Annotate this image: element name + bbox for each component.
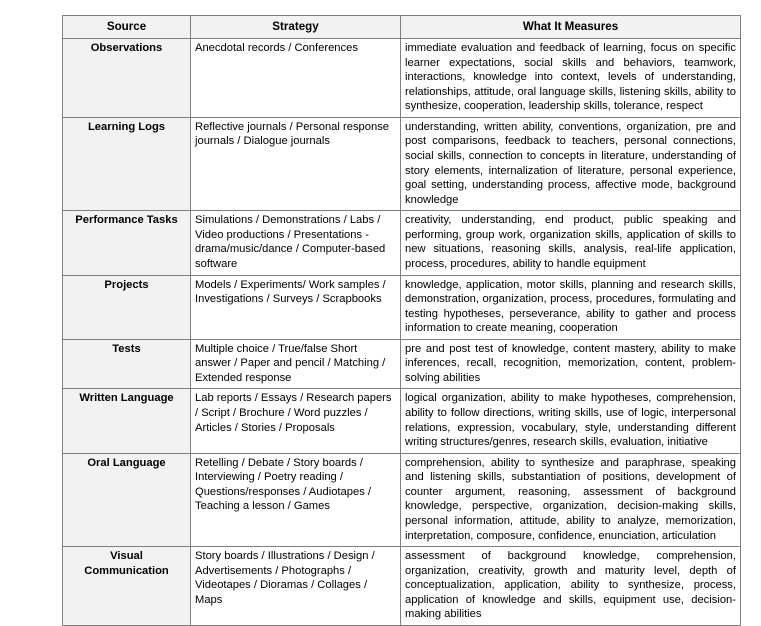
cell-measures: knowledge, application, motor skills, planning and research skills, demonstration, organization, process, procedures, formulating and testing hypotheses, perseverance, ability to gather and process information to create meaning, cooperation <box>401 275 741 339</box>
cell-source: Oral Language <box>63 453 191 546</box>
table-row <box>63 117 741 210</box>
cell-source: Projects <box>63 275 191 339</box>
cell-strategy: Story boards / Illustrations / Design / Advertisements / Photographs / Videotapes / Dioramas / Collages / Maps <box>191 547 401 626</box>
cell-strategy: Multiple choice / True/false Short answer / Paper and pencil / Matching / Extended response <box>191 339 401 389</box>
table-row <box>63 389 741 453</box>
cell-measures: logical organization, ability to make hypotheses, comprehension, ability to follow directions, writing skills, use of logic, interpersonal relations, expression, vocabulary, style, understanding different writing structures/genres, research skills, evaluation, initiative <box>401 389 741 453</box>
cell-strategy: Retelling / Debate / Story boards / Interviewing / Poetry reading / Questions/responses / Audiotapes / Teaching a lesson / Games <box>191 453 401 546</box>
table-row <box>63 339 741 389</box>
cell-strategy: Models / Experiments/ Work samples / Investigations / Surveys / Scrapbooks <box>191 275 401 339</box>
table-header <box>63 16 741 39</box>
table-row <box>63 547 741 626</box>
cell-source: Visual Communication <box>63 547 191 626</box>
assessment-strategies-table <box>62 15 741 626</box>
cell-source: Tests <box>63 339 191 389</box>
column-header-measures: What It Measures <box>401 16 741 39</box>
table-body <box>63 39 741 626</box>
column-header-source: Source <box>63 16 191 39</box>
header-row <box>63 16 741 39</box>
column-header-strategy: Strategy <box>191 16 401 39</box>
cell-strategy: Simulations / Demonstrations / Labs / Video productions / Presentations - drama/music/dance / Computer-based software <box>191 211 401 275</box>
cell-strategy: Anecdotal records / Conferences <box>191 39 401 118</box>
cell-measures: immediate evaluation and feedback of learning, focus on specific learner expectations, social skills and behaviors, teamwork, interactions, knowledge into context, levels of understanding, relationships, attitude, oral language skills, listening skills, ability to synthesize, cooperation, leadership skills, tolerance, respect <box>401 39 741 118</box>
cell-source: Written Language <box>63 389 191 453</box>
cell-source: Observations <box>63 39 191 118</box>
cell-measures: assessment of background knowledge, comprehension, organization, creativity, growth and maturity level, depth of conceptualization, application, ability to synthesize, process, application of knowledge and skills, equipment use, decision-making abilities <box>401 547 741 626</box>
cell-source: Performance Tasks <box>63 211 191 275</box>
table-row <box>63 211 741 275</box>
cell-source: Learning Logs <box>63 117 191 210</box>
cell-measures: understanding, written ability, conventions, organization, pre and post comparisons, feedback to teachers, personal connections, social skills, connection to concepts in literature, understanding of story elements, internalization of literature, personal experience, goal setting, understanding process, affective mode, background knowledge <box>401 117 741 210</box>
cell-measures: pre and post test of knowledge, content mastery, ability to make inferences, recall, recognition, memorization, content, problem-solving abilities <box>401 339 741 389</box>
table-row <box>63 275 741 339</box>
table-row <box>63 39 741 118</box>
cell-measures: creativity, understanding, end product, public speaking and performing, group work, organization skills, application of skills to new situations, reasoning skills, analysis, real-life application, process, procedures, ability to handle equipment <box>401 211 741 275</box>
cell-strategy: Lab reports / Essays / Research papers / Script / Brochure / Word puzzles / Articles / Stories / Proposals <box>191 389 401 453</box>
cell-measures: comprehension, ability to synthesize and paraphrase, speaking and listening skills, substantiation of positions, development of counter argument, reasoning, assessment of background knowledge, perspective, organization, decision-making skills, personal information, attitude, ability to analyze, memorization, interpretation, composure, confidence, enunciation, articulation <box>401 453 741 546</box>
cell-strategy: Reflective journals / Personal response journals / Dialogue journals <box>191 117 401 210</box>
table-row <box>63 453 741 546</box>
